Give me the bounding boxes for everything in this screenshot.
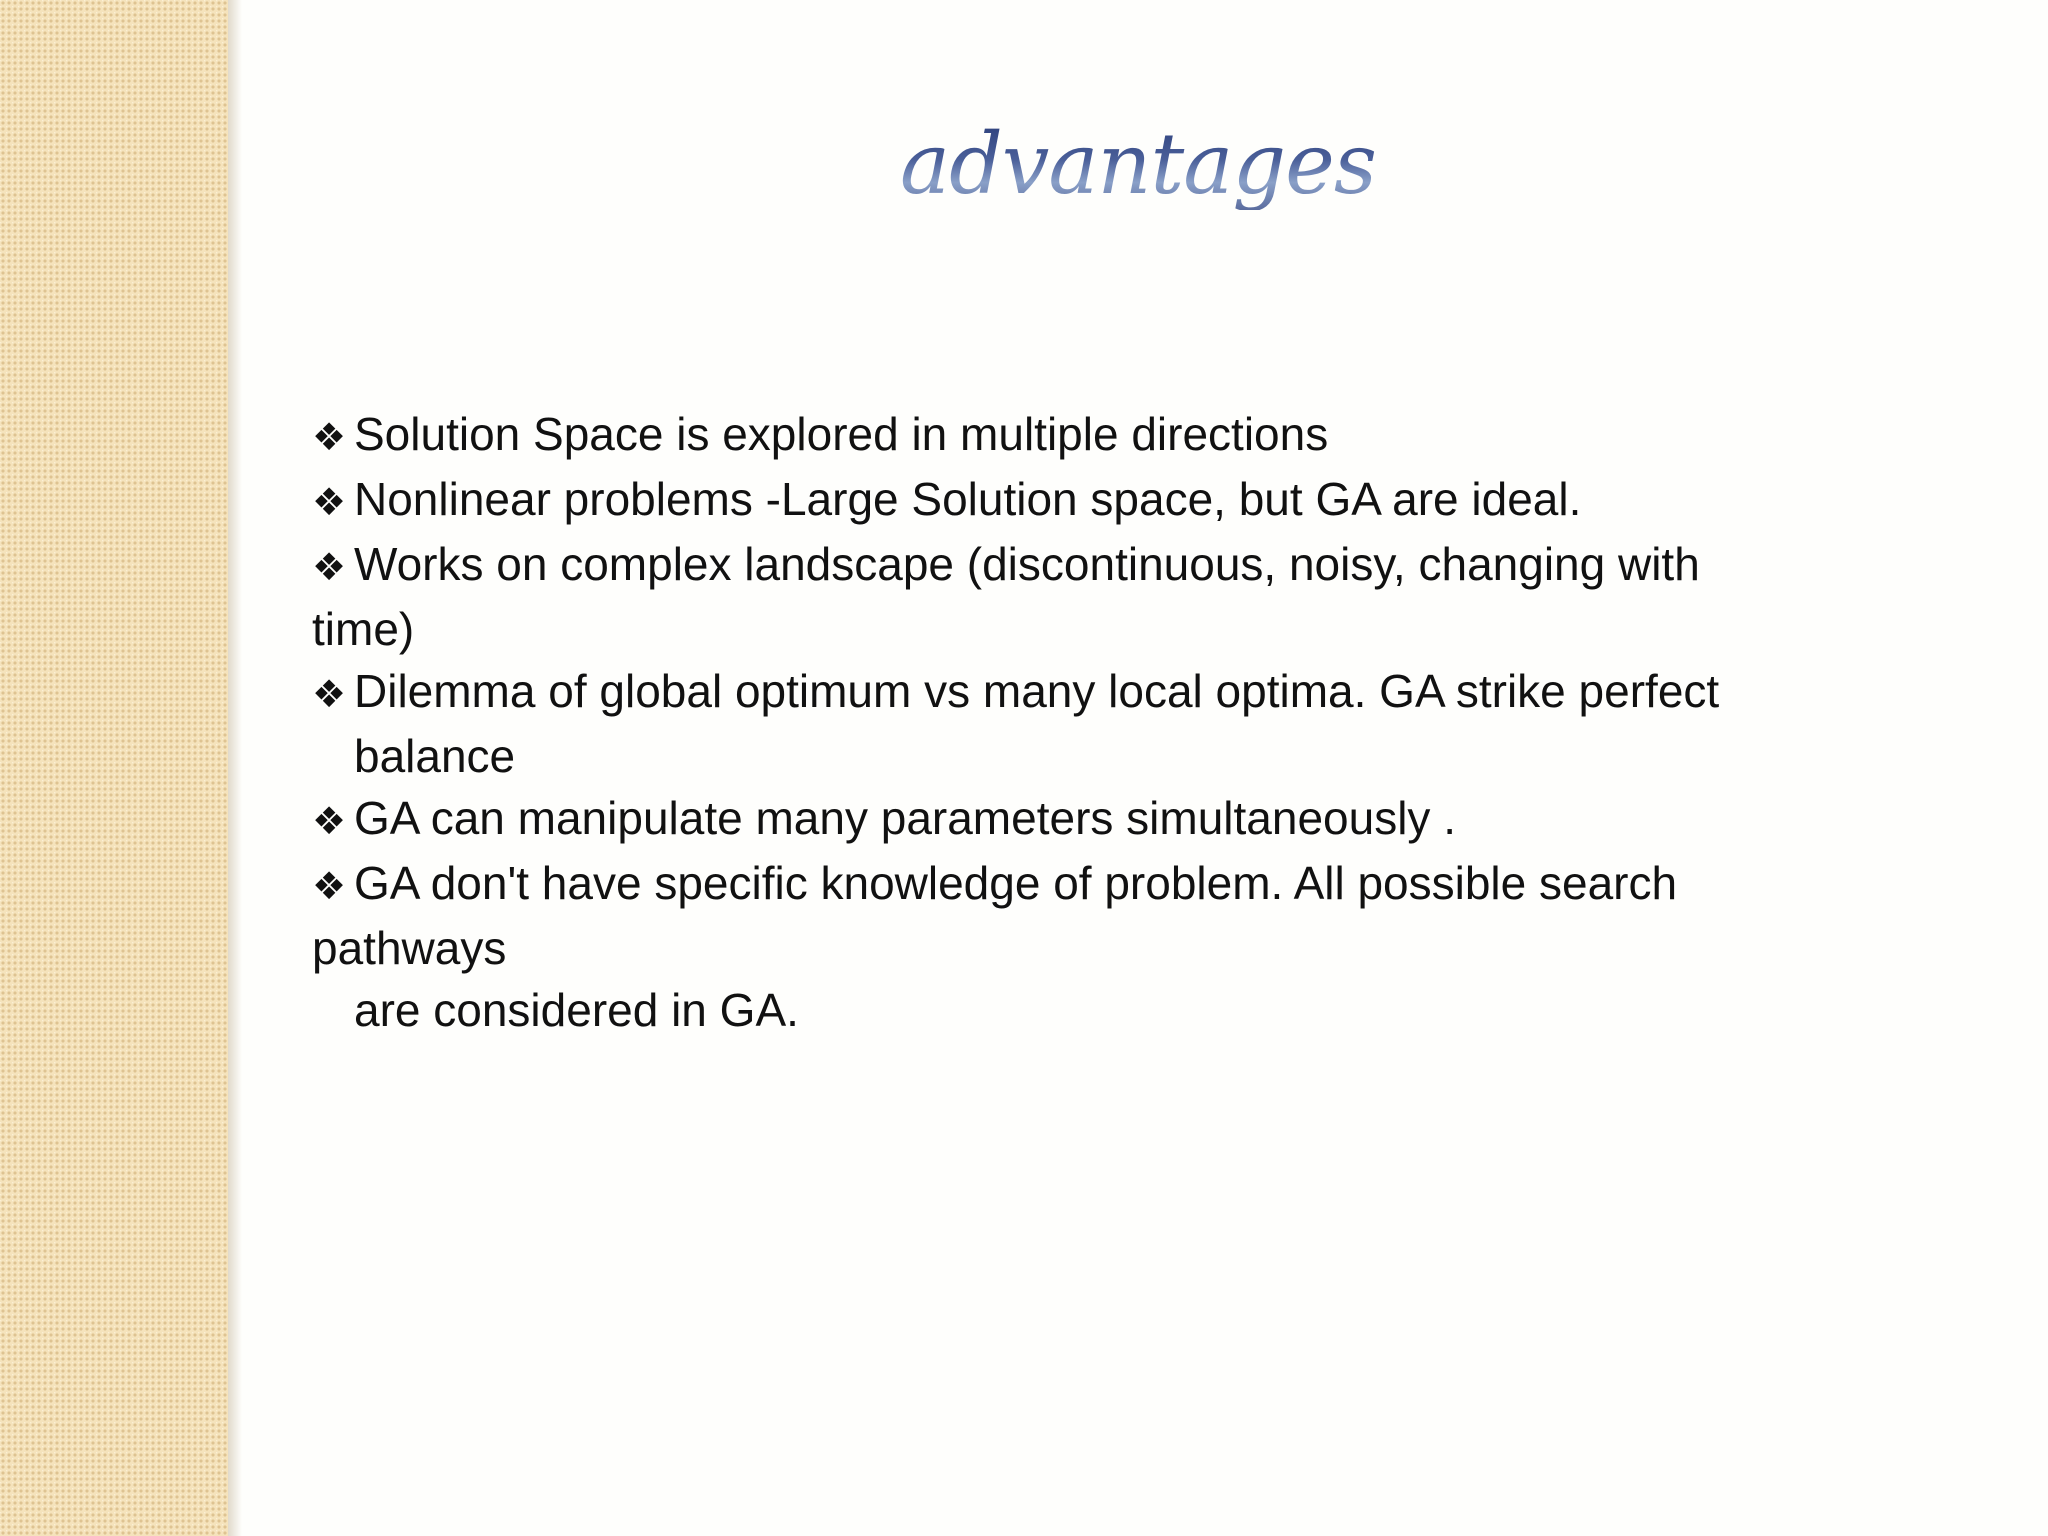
bullet-list bbox=[312, 403, 1912, 1041]
bullet-text-continuation: pathways bbox=[312, 922, 507, 974]
bullet-text-continuation-2: are considered in GA. bbox=[354, 984, 799, 1036]
diamond-bullet-icon: ❖ bbox=[312, 545, 347, 589]
diamond-bullet-icon: ❖ bbox=[312, 864, 347, 908]
bullet-item-5 bbox=[312, 787, 1912, 852]
bullet-item-4 bbox=[312, 660, 1912, 787]
diamond-bullet-icon: ❖ bbox=[312, 672, 347, 716]
bullet-text: Nonlinear problems -Large Solution space, but GA are ideal. bbox=[354, 473, 1582, 525]
bullet-text-continuation: time) bbox=[312, 603, 415, 655]
bullet-text: Dilemma of global optimum vs many local optima. GA strike perfect bbox=[354, 665, 1720, 717]
bullet-item-1 bbox=[312, 403, 1912, 468]
decorative-side-band bbox=[0, 0, 228, 1536]
bullet-text: GA don't have specific knowledge of problem. All possible search bbox=[354, 857, 1678, 909]
diamond-bullet-icon: ❖ bbox=[312, 415, 347, 459]
diamond-bullet-icon: ❖ bbox=[312, 480, 347, 524]
bullet-text: GA can manipulate many parameters simultaneously . bbox=[354, 792, 1456, 844]
bullet-item-2 bbox=[312, 468, 1912, 533]
slide-title: advantages bbox=[0, 118, 2048, 210]
bullet-text: Solution Space is explored in multiple directions bbox=[354, 408, 1329, 460]
bullet-item-6 bbox=[312, 852, 1912, 1041]
bullet-item-3 bbox=[312, 533, 1912, 660]
side-band-shadow bbox=[228, 0, 242, 1536]
bullet-text-continuation: balance bbox=[354, 730, 516, 782]
diamond-bullet-icon: ❖ bbox=[312, 799, 347, 843]
bullet-text: Works on complex landscape (discontinuous, noisy, changing with bbox=[354, 538, 1700, 590]
